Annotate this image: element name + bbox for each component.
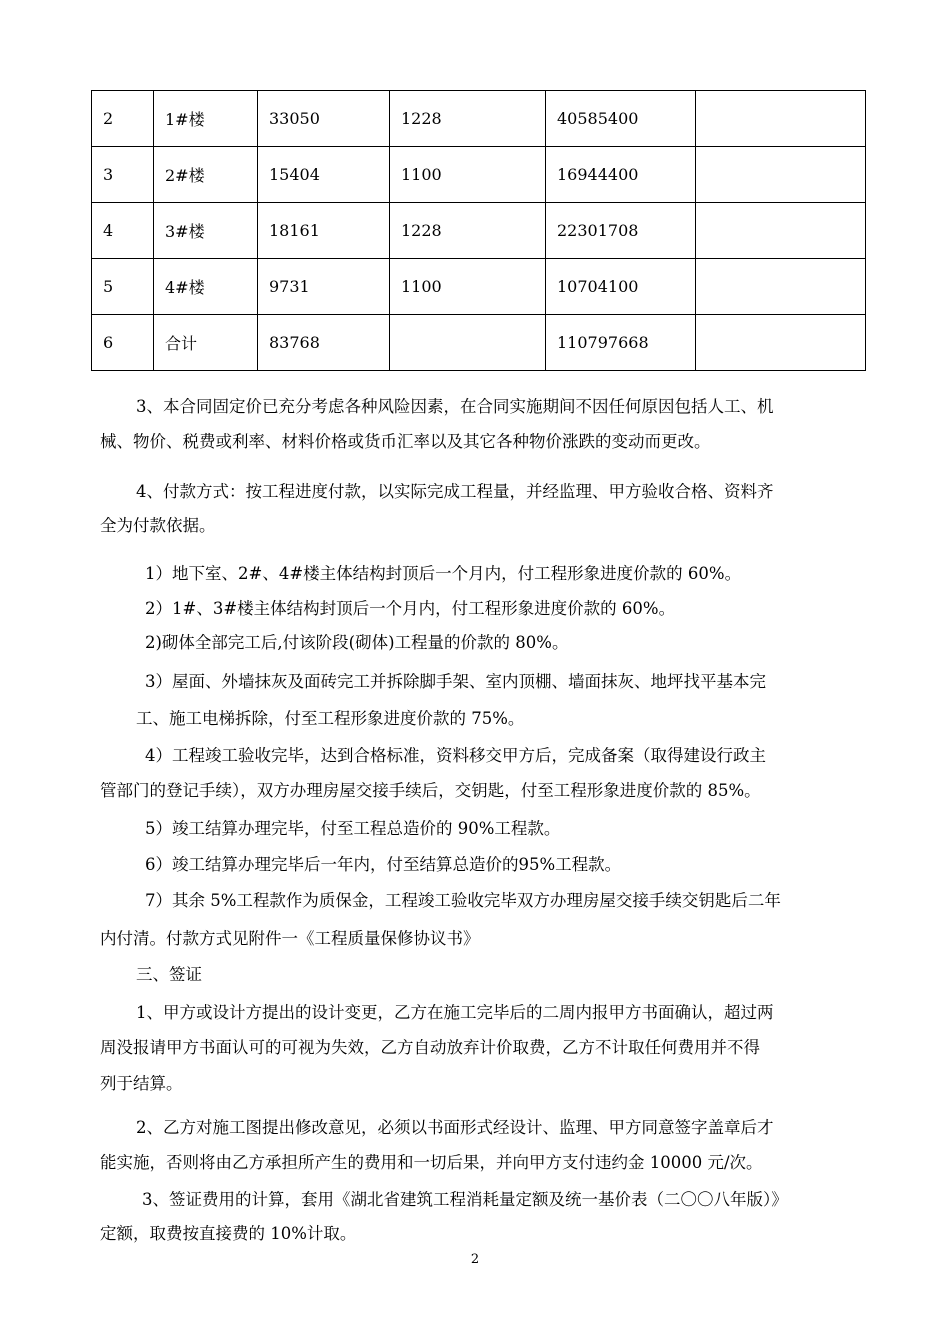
payment-item-6: 6）竣工结算办理完毕后一年内，付至结算总造价的95%工程款。 bbox=[145, 855, 622, 874]
payment-item-3-line-1: 3）屋面、外墙抹灰及面砖完工并拆除脚手架、室内顶棚、墙面抹灰、地坪找平基本完 bbox=[145, 672, 766, 691]
table-cell bbox=[696, 203, 866, 259]
section-heading-visa: 三、签证 bbox=[136, 965, 202, 984]
table-cell: 33050 bbox=[258, 91, 390, 147]
visa-clause-2-line-1: 2、乙方对施工图提出修改意见，必须以书面形式经设计、监理、甲方同意签字盖章后才 bbox=[136, 1118, 774, 1137]
payment-item-1: 1）地下室、2#、4#楼主体结构封顶后一个月内，付工程形象进度价款的 60%。 bbox=[145, 564, 742, 583]
table-cell: 5 bbox=[92, 259, 154, 315]
table-row bbox=[92, 91, 866, 147]
table-row bbox=[92, 259, 866, 315]
table-cell: 1#楼 bbox=[154, 91, 258, 147]
table-cell: 合计 bbox=[154, 315, 258, 371]
page-number: 2 bbox=[470, 1252, 480, 1267]
table-cell: 1228 bbox=[390, 91, 546, 147]
table-cell: 10704100 bbox=[546, 259, 696, 315]
table-cell: 1228 bbox=[390, 203, 546, 259]
table-cell: 18161 bbox=[258, 203, 390, 259]
table-cell bbox=[696, 91, 866, 147]
table-cell bbox=[696, 147, 866, 203]
table-cell bbox=[696, 315, 866, 371]
table-cell: 1100 bbox=[390, 259, 546, 315]
visa-clause-2-line-2: 能实施，否则将由乙方承担所产生的费用和一切后果，并向甲方支付违约金 10000 元/次。 bbox=[100, 1153, 763, 1172]
table-cell: 1100 bbox=[390, 147, 546, 203]
table-cell: 40585400 bbox=[546, 91, 696, 147]
table-cell bbox=[390, 315, 546, 371]
table-cell: 9731 bbox=[258, 259, 390, 315]
payment-item-7-line-1: 7）其余 5%工程款作为质保金，工程竣工验收完毕双方办理房屋交接手续交钥匙后二年 bbox=[145, 891, 781, 910]
table-cell bbox=[696, 259, 866, 315]
table-cell: 3#楼 bbox=[154, 203, 258, 259]
visa-clause-3-line-1: 3、签证费用的计算，套用《湖北省建筑工程消耗量定额及统一基价表（二〇〇八年版）》 bbox=[142, 1190, 788, 1209]
clause-4-line-2: 全为付款依据。 bbox=[100, 516, 216, 535]
table-cell: 4 bbox=[92, 203, 154, 259]
table-row bbox=[92, 147, 866, 203]
table-cell: 3 bbox=[92, 147, 154, 203]
clause-3-line-2: 械、物价、税费或利率、材料价格或货币汇率以及其它各种物价涨跌的变动而更改。 bbox=[100, 432, 711, 451]
visa-clause-1-line-2: 周没报请甲方书面认可的可视为失效，乙方自动放弃计价取费，乙方不计取任何费用并不得 bbox=[100, 1038, 760, 1057]
table-cell: 4#楼 bbox=[154, 259, 258, 315]
visa-clause-1-line-1: 1、甲方或设计方提出的设计变更，乙方在施工完毕后的二周内报甲方书面确认，超过两 bbox=[136, 1003, 774, 1022]
payment-item-5: 5）竣工结算办理完毕，付至工程总造价的 90%工程款。 bbox=[145, 819, 561, 838]
payment-item-2b: 2)砌体全部完工后,付该阶段(砌体)工程量的价款的 80%。 bbox=[145, 633, 569, 652]
visa-clause-3-line-2: 定额，取费按直接费的 10%计取。 bbox=[100, 1224, 357, 1243]
price-table bbox=[91, 90, 866, 371]
table-cell: 2#楼 bbox=[154, 147, 258, 203]
payment-item-3-line-2: 工、施工电梯拆除，付至工程形象进度价款的 75%。 bbox=[136, 709, 525, 728]
clause-4-line-1: 4、付款方式：按工程进度付款，以实际完成工程量，并经监理、甲方验收合格、资料齐 bbox=[136, 482, 774, 501]
payment-item-4-line-2: 管部门的登记手续），双方办理房屋交接手续后，交钥匙，付至工程形象进度价款的 85%。 bbox=[100, 781, 761, 800]
payment-item-7-line-2: 内付清。付款方式见附件一《工程质量保修协议书》 bbox=[100, 929, 480, 948]
table-cell: 83768 bbox=[258, 315, 390, 371]
table-cell: 2 bbox=[92, 91, 154, 147]
payment-item-4-line-1: 4）工程竣工验收完毕，达到合格标准，资料移交甲方后，完成备案（取得建设行政主 bbox=[145, 746, 766, 765]
table-cell: 110797668 bbox=[546, 315, 696, 371]
table-cell: 6 bbox=[92, 315, 154, 371]
payment-item-2: 2）1#、3#楼主体结构封顶后一个月内，付工程形象进度价款的 60%。 bbox=[145, 599, 676, 618]
table-cell: 16944400 bbox=[546, 147, 696, 203]
table-cell: 15404 bbox=[258, 147, 390, 203]
clause-3-line-1: 3、本合同固定价已充分考虑各种风险因素，在合同实施期间不因任何原因包括人工、机 bbox=[136, 397, 774, 416]
visa-clause-1-line-3: 列于结算。 bbox=[100, 1074, 183, 1093]
table-row bbox=[92, 315, 866, 371]
table-row bbox=[92, 203, 866, 259]
table-cell: 22301708 bbox=[546, 203, 696, 259]
